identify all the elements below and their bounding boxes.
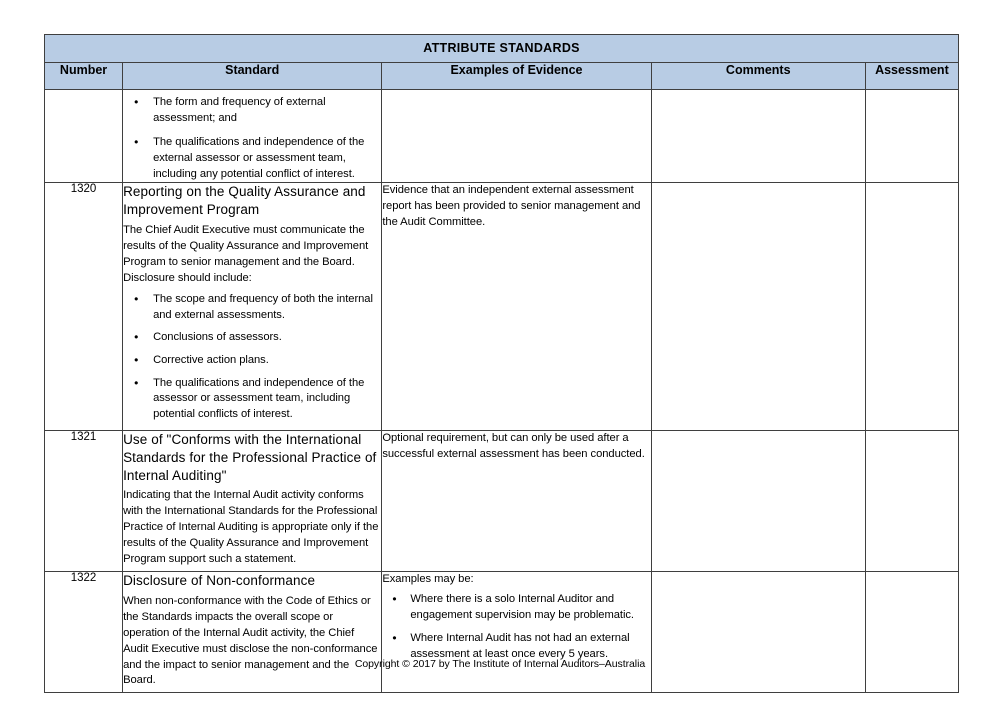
- cell-number: 1321: [45, 430, 123, 571]
- cell-comments: [651, 183, 865, 430]
- table-row: [45, 430, 959, 571]
- standard-bullet-list: [123, 292, 381, 423]
- cell-comments: [651, 90, 865, 183]
- cell-evidence: [382, 90, 651, 183]
- table-column-header-row: [45, 63, 959, 90]
- evidence-bullet-list: [382, 592, 650, 663]
- standard-bullet: • The form and frequency of external assessment; and: [123, 95, 381, 126]
- column-header-standard: Standard: [123, 63, 382, 90]
- standard-paragraph: The Chief Audit Executive must communicate the results of the Quality Assurance and Improvement Program to senior management and the Board. Disclosure should include:: [123, 224, 369, 284]
- table-header: [45, 35, 959, 90]
- column-header-examples-of-evidence: Examples of Evidence: [382, 63, 651, 90]
- standard-title: Use of "Conforms with the International Standards for the Professional Practice of Internal Auditing": [123, 431, 377, 483]
- attribute-standards-table: [44, 34, 959, 693]
- cell-standard: [123, 571, 382, 692]
- table-title-row: [45, 35, 959, 63]
- cell-assessment: [865, 430, 958, 571]
- standard-title: Disclosure of Non-conformance: [123, 572, 316, 588]
- evidence-bullet: • Where Internal Audit has not had an external assessment at least once every 5 years.: [382, 631, 650, 663]
- cell-number: 1322: [45, 571, 123, 692]
- cell-evidence: [382, 430, 651, 571]
- cell-standard: [123, 183, 382, 430]
- page-footer-copyright: Copyright © 2017 by The Institute of Internal Auditors–Australia: [354, 658, 646, 670]
- column-header-assessment: Assessment: [865, 63, 958, 90]
- cell-assessment: [865, 90, 958, 183]
- cell-assessment: [865, 183, 958, 430]
- cell-evidence: [382, 183, 651, 430]
- standard-paragraph: When non-conformance with the Code of Ethics or the Standards impacts the overall scope or operation of the Internal Audit activity, the Chief Audit Executive must disclose the non-conformance and the impact to senior management and the Board.: [123, 594, 378, 687]
- evidence-intro: Examples may be:: [382, 572, 474, 585]
- standard-paragraph: Indicating that the Internal Audit activity conforms with the International Standards for the Professional Practice of Internal Auditing is appropriate only if the results of the Quality Assurance and Improvement Program support such a statement.: [123, 489, 379, 566]
- cell-comments: [651, 571, 865, 692]
- cell-assessment: [865, 571, 958, 692]
- standard-title: Reporting on the Quality Assurance and Improvement Program: [123, 184, 366, 218]
- standard-bullet-list: [123, 95, 381, 182]
- table-row: [45, 90, 959, 183]
- standard-bullet: • Corrective action plans.: [123, 353, 381, 369]
- cell-number: 1320: [45, 183, 123, 430]
- evidence-text: Optional requirement, but can only be used after a successful external assessment has been conducted.: [382, 431, 645, 460]
- cell-comments: [651, 430, 865, 571]
- table-body: [45, 90, 959, 693]
- cell-standard: [123, 90, 382, 183]
- evidence-text: Evidence that an independent external assessment report has been provided to senior management and the Audit Committee.: [382, 184, 641, 229]
- table-row: [45, 571, 959, 692]
- evidence-bullet: • Where there is a solo Internal Auditor and engagement supervision may be problematic.: [382, 592, 650, 624]
- standard-bullet: • The qualifications and independence of the assessor or assessment team, including potential conflicts of interest.: [123, 376, 381, 423]
- standard-bullet: • Conclusions of assessors.: [123, 330, 381, 346]
- cell-evidence: [382, 571, 651, 692]
- standard-bullet: • The scope and frequency of both the internal and external assessments.: [123, 292, 381, 323]
- table-title: ATTRIBUTE STANDARDS: [45, 35, 959, 63]
- standard-bullet: • The qualifications and independence of the external assessor or assessment team, including any potential conflict of interest.: [123, 135, 381, 182]
- table-row: [45, 183, 959, 430]
- cell-standard: [123, 430, 382, 571]
- cell-number: [45, 90, 123, 183]
- column-header-number: Number: [45, 63, 123, 90]
- column-header-comments: Comments: [651, 63, 865, 90]
